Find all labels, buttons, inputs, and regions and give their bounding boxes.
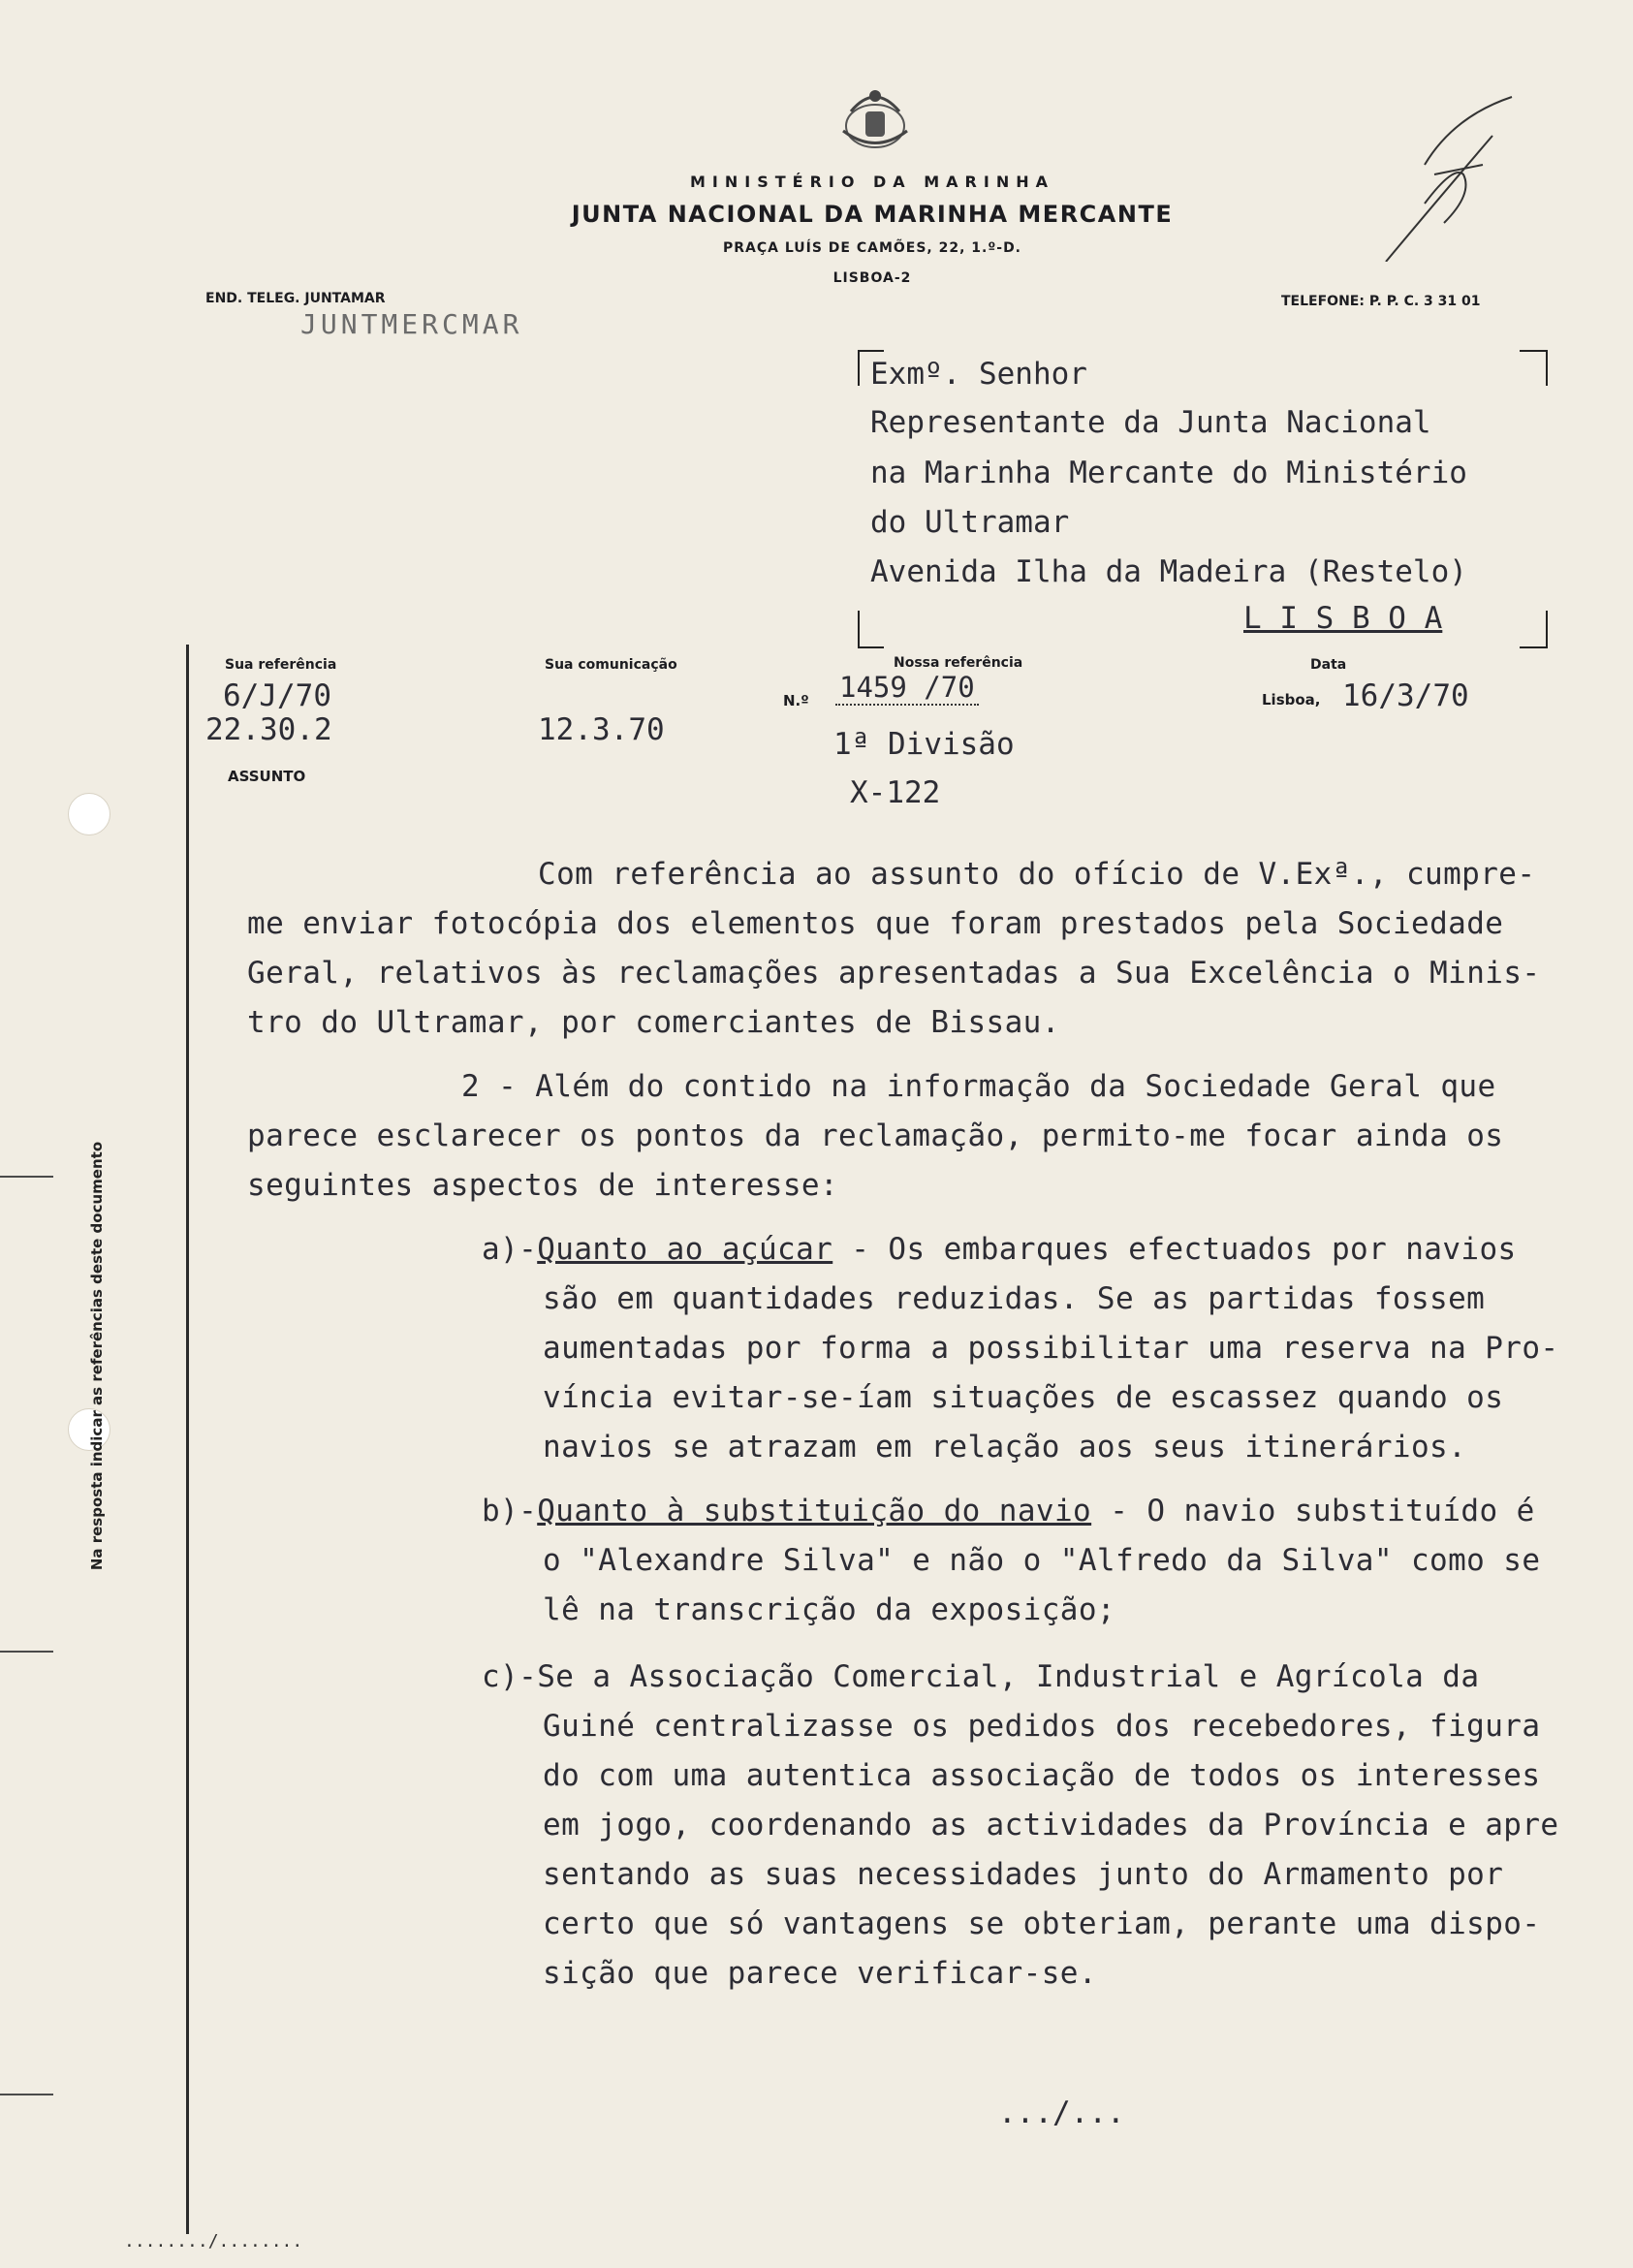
recipient-city: L I S B O A (1243, 601, 1443, 636)
recipient-line: do Ultramar (870, 505, 1070, 540)
telegram-address: END. TELEG. JUNTAMAR (205, 291, 386, 306)
body-line: sentando as suas necessidades junto do Armamento por (543, 1857, 1504, 1892)
address-bracket-bottom-right (1520, 611, 1549, 649)
recipient-line: Representante da Junta Nacional (870, 405, 1431, 440)
body-line: do com uma autentica associação de todos os interesses (543, 1758, 1541, 1793)
body-line: Com referência ao assunto do ofício de V.Exª., cumpre- (538, 857, 1536, 892)
body-line: tro do Ultramar, por comerciantes de Bissau. (247, 1005, 1060, 1040)
body-line: certo que só vantagens se obteriam, perante uma dispo- (543, 1906, 1541, 1941)
margin-tick (0, 2094, 53, 2095)
margin-rule (186, 645, 189, 2234)
lisboa-label: Lisboa, (1262, 691, 1321, 709)
body-line: me enviar fotocópia dos elementos que foram prestados pela Sociedade (247, 906, 1504, 941)
body-line: víncia evitar-se-íam situações de escassez quando os (543, 1380, 1504, 1415)
ministry-title: MINISTÉRIO DA MARINHA (689, 173, 1054, 191)
body-line: sição que parece verificar-se. (543, 1956, 1097, 1991)
sua-referencia-label: Sua referência (225, 657, 337, 673)
item-b-text: - O navio substituído é (1091, 1494, 1535, 1528)
address-line-1: PRAÇA LUÍS DE CAMÕES, 22, 1.º-D. (722, 240, 1022, 256)
body-line: lê na transcrição da exposição; (543, 1592, 1115, 1627)
item-b-prefix: b)- (482, 1494, 538, 1528)
data-label: Data (1310, 657, 1347, 673)
sua-referencia-value: 6/J/70 (223, 678, 331, 713)
address-line-2: LISBOA-2 (832, 270, 912, 286)
sua-referencia-value-2: 22.30.2 (205, 712, 332, 747)
margin-tick (0, 1176, 53, 1178)
recipient-line: Avenida Ilha da Madeira (Restelo) (870, 554, 1467, 589)
recipient-line: na Marinha Mercante do Ministério (870, 456, 1467, 490)
body-line: em jogo, coordenando as actividades da Província e apre (543, 1808, 1559, 1843)
body-line: aumentadas por forma a possibilitar uma reserva na Pro- (543, 1331, 1559, 1366)
item-a-prefix: a)- (482, 1232, 538, 1267)
nossa-referencia-value: 1459 /70 (835, 671, 979, 706)
numero-label: N.º (783, 692, 809, 709)
item-a-text: - Os embarques efectuados por navios (832, 1232, 1517, 1267)
item-a-title: Quanto ao açúcar (537, 1232, 833, 1267)
side-note: Na resposta indicar as referências deste documento (88, 1141, 106, 1571)
item-b-first-line (482, 1494, 1535, 1528)
telegram-stamp: JUNTMERCMAR (300, 308, 523, 340)
item-b-title: Quanto à substituição do navio (537, 1494, 1092, 1528)
address-bracket-top-right (1520, 349, 1549, 388)
sua-comunicacao-label: Sua comunicação (545, 657, 677, 673)
board-title: JUNTA NACIONAL DA MARINHA MERCANTE (571, 201, 1174, 228)
address-bracket-bottom-left (857, 611, 886, 649)
margin-tick (0, 1651, 53, 1653)
phone-number: TELEFONE: P. P. C. 3 31 01 (1281, 294, 1481, 309)
item-a-first-line (482, 1232, 1517, 1267)
division-code: X-122 (850, 775, 941, 810)
date-value: 16/3/70 (1342, 678, 1469, 713)
body-line: seguintes aspectos de interesse: (247, 1168, 839, 1203)
continuation-mark: .../... (998, 2095, 1125, 2130)
sua-comunicacao-value: 12.3.70 (538, 712, 665, 747)
item-c-first-line: c)-Se a Associação Comercial, Industrial e Agrícola da (482, 1659, 1480, 1694)
nossa-referencia-label: Nossa referência (894, 655, 1023, 671)
body-line: 2 - Além do contido na informação da Sociedade Geral que (461, 1069, 1496, 1104)
footer-mark: ......../........ (124, 2231, 303, 2252)
body-line: o "Alexandre Silva" e não o "Alfredo da Silva" como se (543, 1543, 1541, 1578)
coat-of-arms-emblem (832, 82, 919, 155)
punch-hole-top (68, 793, 110, 835)
body-line: navios se atrazam em relação aos seus itinerários. (543, 1430, 1467, 1465)
body-line: Guiné centralizasse os pedidos dos recebedores, figura (543, 1709, 1541, 1744)
body-line: são em quantidades reduzidas. Se as partidas fossem (543, 1281, 1486, 1316)
body-line: parece esclarecer os pontos da reclamação, permito-me focar ainda os (247, 1118, 1504, 1153)
recipient-salutation: Exmº. Senhor (870, 357, 1087, 392)
division-label: 1ª Divisão (833, 727, 1015, 762)
assunto-label: ASSUNTO (228, 768, 306, 785)
body-line: Geral, relativos às reclamações apresentadas a Sua Excelência o Minis- (247, 956, 1541, 991)
handwritten-initials (1366, 87, 1541, 262)
